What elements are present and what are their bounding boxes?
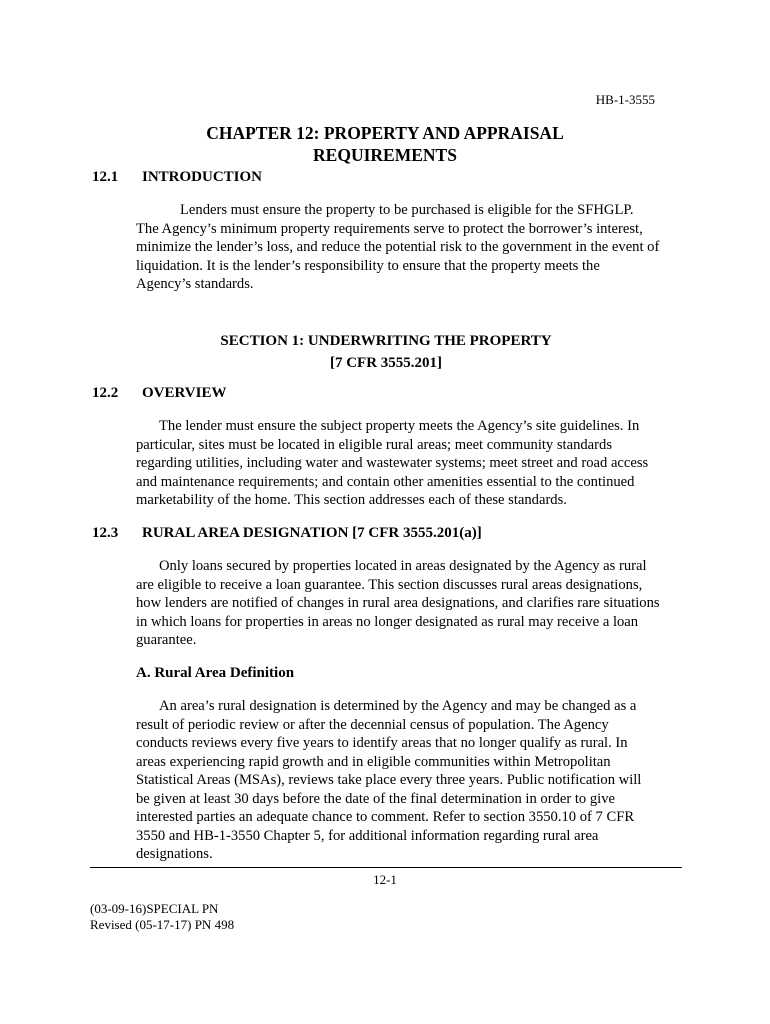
footer-revision-info (90, 901, 234, 933)
section-12-3-number: 12.3 (92, 525, 119, 541)
paragraph-line: be given at least 30 days before the date of the final determination in order to give (136, 790, 615, 807)
paragraph-line: Agency’s standards. (136, 276, 254, 292)
paragraph-line: The Agency’s minimum property requirements serve to protect the borrower’s interest, (136, 220, 643, 237)
paragraph-line: interested parties an adequate chance to comment. Refer to section 3550.10 of 7 CFR (136, 809, 635, 825)
paragraph-line: regarding utilities, including water and wastewater systems; meet street and road access (136, 455, 649, 471)
paragraph-line: particular, sites must be located in eligible rural areas; meet community standards (136, 436, 612, 453)
document-id: HB-1-3555 (595, 92, 655, 107)
subsection-a-title: A. Rural Area Definition (136, 665, 295, 681)
section-12-3-title: RURAL AREA DESIGNATION [7 CFR 3555.201(a)] (142, 525, 482, 541)
footer-divider (90, 867, 682, 868)
paragraph-line: are eligible to receive a loan guarantee. This section discusses rural areas designations, (136, 576, 643, 593)
section-12-1-number: 12.1 (92, 169, 119, 185)
section-12-2-paragraph (136, 417, 682, 510)
section-1-citation: [7 CFR 3555.201] (329, 355, 443, 371)
paragraph-line: 3550 and HB-1-3550 Chapter 5, for additional information regarding rural area (136, 827, 599, 844)
paragraph-line: The lender must ensure the subject property meets the Agency’s site guidelines. In (159, 418, 640, 434)
section-12-1-paragraph (136, 201, 682, 294)
paragraph-line: result of periodic review or after the decennial census of population. The Agency (136, 716, 609, 733)
paragraph-line: how lenders are notified of changes in rural area designations, and clarifies rare situations (136, 595, 660, 611)
page-number: 12-1 (373, 872, 397, 887)
paragraph-line: in which loans for properties in areas no longer designated as rural may receive a loan (136, 613, 639, 630)
paragraph-line: Only loans secured by properties located in areas designated by the Agency as rural (159, 558, 647, 574)
paragraph-line: Statistical Areas (MSAs), reviews take place every three years. Public notification will (136, 772, 642, 788)
paragraph-line: and maintenance requirements; and contain other amenities essential to the continued (136, 473, 635, 490)
section-1-heading (136, 330, 636, 374)
paragraph-line: minimize the lender’s loss, and reduce the potential risk to the government in the event of (136, 239, 660, 255)
section-1-title: SECTION 1: UNDERWRITING THE PROPERTY (220, 333, 552, 349)
section-12-2-title: OVERVIEW (142, 385, 227, 401)
paragraph-line: conducts reviews every five years to identify areas that no longer qualify as rural. In (136, 735, 628, 751)
paragraph-line: Lenders must ensure the property to be purchased is eligible for the SFHGLP. (180, 202, 634, 218)
section-12-1-title: INTRODUCTION (142, 169, 263, 185)
chapter-title-line-1: CHAPTER 12: PROPERTY AND APPRAISAL (206, 123, 564, 143)
paragraph-line: An area’s rural designation is determined by the Agency and may be changed as a (159, 698, 637, 714)
paragraph-line: liquidation. It is the lender’s responsibility to ensure that the property meets the (136, 257, 600, 274)
section-12-2-number: 12.2 (92, 385, 119, 401)
paragraph-line: guarantee. (136, 632, 197, 648)
section-12-3-paragraph (136, 557, 682, 650)
chapter-title (150, 122, 620, 166)
subsection-a-paragraph (136, 697, 682, 864)
paragraph-line: designations. (136, 846, 213, 862)
chapter-title-line-2: REQUIREMENTS (313, 145, 457, 165)
footer-line: Revised (05-17-17) PN 498 (90, 917, 235, 932)
paragraph-line: marketability of the home. This section addresses each of these standards. (136, 492, 567, 508)
paragraph-line: areas experiencing rapid growth and in eligible communities within Metropolitan (136, 753, 611, 770)
footer-line: (03-09-16)SPECIAL PN (90, 901, 219, 916)
